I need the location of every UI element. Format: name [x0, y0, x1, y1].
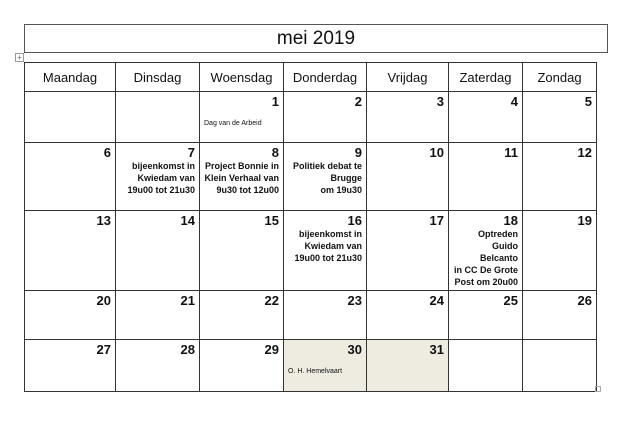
day-number: 14 — [180, 213, 195, 228]
day-number: 18 — [503, 213, 518, 228]
day-cell[interactable] — [25, 291, 116, 340]
event-note-line: Brugge — [330, 173, 362, 183]
day-number: 26 — [577, 293, 592, 308]
day-number: 2 — [354, 94, 362, 109]
day-number: 21 — [180, 293, 195, 308]
day-number: 27 — [96, 342, 111, 357]
day-cell[interactable] — [367, 340, 449, 392]
day-number: 11 — [504, 145, 518, 160]
week-row — [25, 340, 597, 392]
event-note — [288, 228, 362, 264]
day-number: 28 — [180, 342, 195, 357]
week-row — [25, 92, 597, 143]
day-number: 12 — [577, 145, 592, 160]
event-note-line: Dag van de Arbeid — [204, 120, 262, 127]
day-cell[interactable] — [367, 92, 449, 143]
table-move-handle[interactable]: + — [15, 53, 24, 62]
day-cell[interactable] — [200, 92, 284, 143]
event-note-line: Post om 20u00 — [454, 277, 518, 287]
event-note-line: 19u00 tot 21u30 — [127, 185, 195, 195]
day-cell[interactable] — [523, 92, 597, 143]
week-row — [25, 211, 597, 291]
event-note-line: 9u30 tot 12u00 — [216, 185, 279, 195]
event-note-line: Project Bonnie in — [204, 161, 279, 171]
day-number: 15 — [264, 213, 279, 228]
day-number: 5 — [584, 94, 592, 109]
event-note — [288, 160, 362, 196]
day-number: 19 — [577, 213, 592, 228]
day-cell[interactable] — [25, 340, 116, 392]
calendar-table — [24, 62, 597, 392]
day-number: 7 — [187, 145, 195, 160]
day-number: 25 — [503, 293, 518, 308]
day-number: 17 — [429, 213, 444, 228]
day-number: 3 — [436, 94, 444, 109]
day-cell[interactable] — [449, 291, 523, 340]
event-note-line: bijeenkomst in — [298, 229, 362, 239]
event-note-line: Kwiedam van — [304, 241, 362, 251]
week-row — [25, 143, 597, 211]
day-cell[interactable] — [284, 92, 367, 143]
weekday-header: Dinsdag — [116, 63, 200, 92]
event-note — [204, 160, 279, 196]
weekday-header-row — [25, 63, 597, 92]
day-cell[interactable] — [284, 143, 367, 211]
day-cell[interactable] — [523, 211, 597, 291]
day-cell[interactable] — [523, 291, 597, 340]
day-cell[interactable] — [200, 340, 284, 392]
weekday-header: Zondag — [523, 63, 597, 92]
table-resize-handle[interactable] — [595, 386, 601, 392]
day-cell[interactable] — [200, 143, 284, 211]
day-cell[interactable] — [367, 211, 449, 291]
day-number: 30 — [347, 342, 362, 357]
day-cell[interactable] — [116, 143, 200, 211]
weekday-header: Vrijdag — [367, 63, 449, 92]
day-number: 1 — [271, 94, 279, 109]
event-note — [204, 118, 279, 130]
event-note-line: Politiek debat te — [292, 161, 362, 171]
day-cell[interactable] — [25, 92, 116, 143]
calendar-title: mei 2019 — [24, 24, 608, 53]
day-cell[interactable] — [25, 211, 116, 291]
week-row — [25, 291, 597, 340]
day-number: 13 — [96, 213, 111, 228]
day-cell[interactable] — [449, 211, 523, 291]
event-note-line: Guido Belcanto — [479, 241, 518, 263]
day-cell[interactable] — [25, 143, 116, 211]
event-note — [120, 160, 195, 196]
day-cell[interactable] — [200, 211, 284, 291]
day-number: 6 — [103, 145, 111, 160]
day-cell[interactable] — [116, 340, 200, 392]
day-number: 8 — [271, 145, 279, 160]
day-number: 24 — [429, 293, 444, 308]
day-cell[interactable] — [449, 143, 523, 211]
weekday-header: Donderdag — [284, 63, 367, 92]
day-cell[interactable] — [116, 92, 200, 143]
event-note-line: bijeenkomst in — [131, 161, 195, 171]
event-note — [288, 366, 362, 378]
day-number: 29 — [264, 342, 279, 357]
day-cell[interactable] — [449, 340, 523, 392]
day-cell[interactable] — [284, 291, 367, 340]
day-cell[interactable] — [523, 143, 597, 211]
day-number: 31 — [429, 342, 444, 357]
day-cell[interactable] — [449, 92, 523, 143]
day-cell[interactable] — [367, 291, 449, 340]
day-cell[interactable] — [116, 211, 200, 291]
event-note-line: Klein Verhaal van — [204, 173, 279, 183]
weekday-header: Maandag — [25, 63, 116, 92]
day-cell[interactable] — [367, 143, 449, 211]
weekday-header: Zaterdag — [449, 63, 523, 92]
day-number: 9 — [354, 145, 362, 160]
day-cell[interactable] — [116, 291, 200, 340]
day-number: 22 — [264, 293, 279, 308]
day-number: 4 — [510, 94, 518, 109]
event-note-line: 19u00 tot 21u30 — [294, 253, 362, 263]
event-note-line: O. H. Hemelvaart — [288, 368, 343, 375]
event-note-line: in CC De Grote — [453, 265, 518, 275]
day-number: 16 — [347, 213, 362, 228]
day-number: 23 — [347, 293, 362, 308]
day-cell[interactable] — [284, 340, 367, 392]
weekday-header: Woensdag — [200, 63, 284, 92]
day-cell[interactable] — [523, 340, 597, 392]
day-number: 20 — [96, 293, 111, 308]
day-cell[interactable] — [200, 291, 284, 340]
day-number: 10 — [429, 145, 444, 160]
event-note-line: om 19u30 — [320, 185, 362, 195]
day-cell[interactable] — [284, 211, 367, 291]
event-note — [453, 228, 518, 288]
event-note-line: Kwiedam van — [137, 173, 195, 183]
event-note-line: Optreden — [477, 229, 518, 239]
